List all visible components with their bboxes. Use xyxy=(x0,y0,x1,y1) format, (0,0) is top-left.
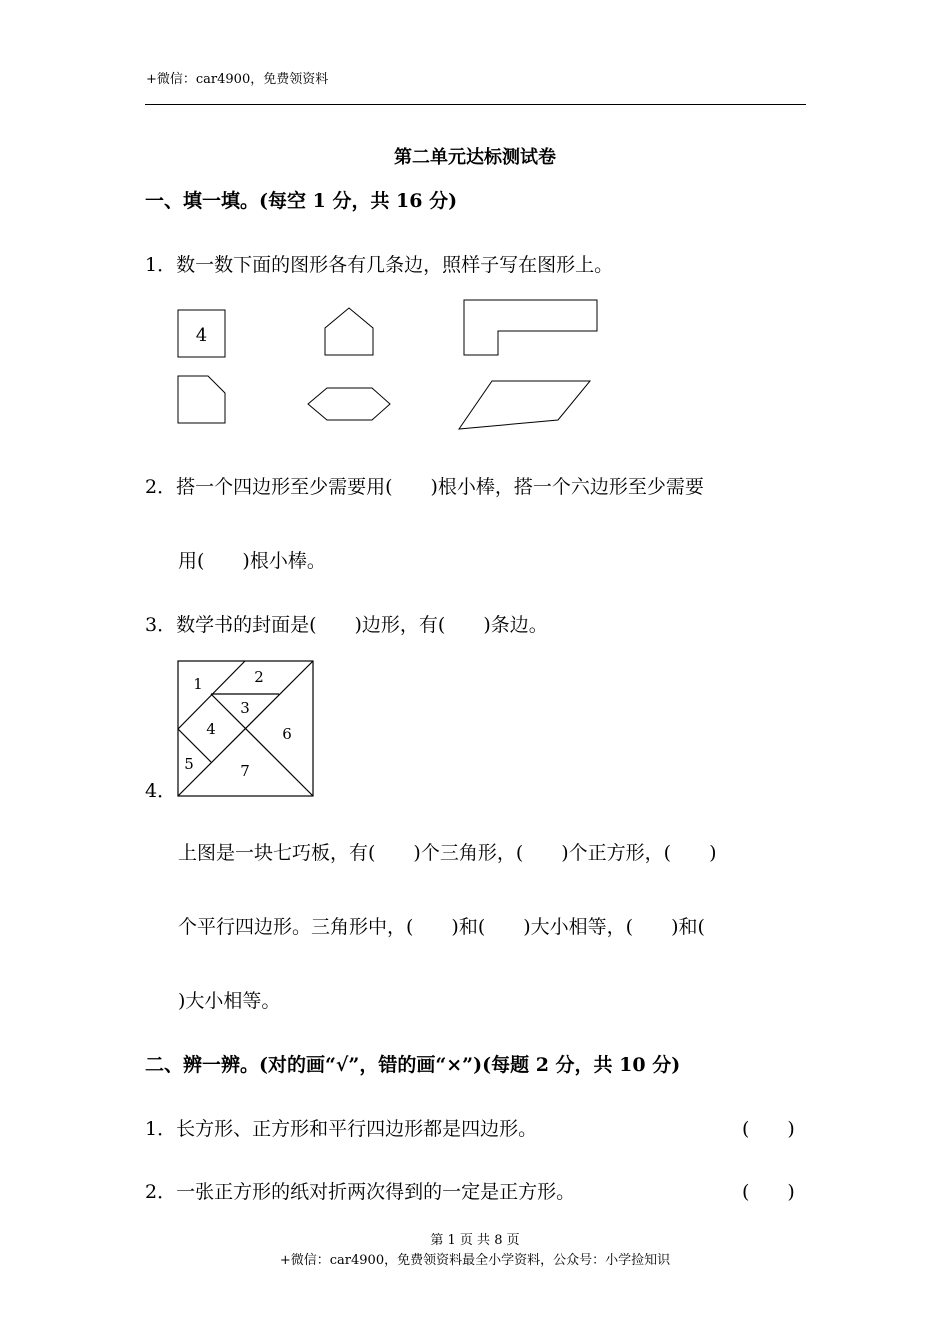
judge-answer-2[interactable]: ( ) xyxy=(742,1181,795,1203)
question-2-line1: 2．搭一个四边形至少需要用( )根小棒，搭一个六边形至少需要 xyxy=(145,476,704,498)
judge-item-1: 1．长方形、正方形和平行四边形都是四边形。 xyxy=(145,1118,538,1140)
square-edge-count: 4 xyxy=(195,325,208,346)
question-4-number: 4． xyxy=(145,780,177,802)
section2-heading: 二、辨一辨。(对的画“√”，错的画“×”)(每题 2 分，共 10 分) xyxy=(145,1054,681,1076)
question-4-line3: )大小相等。 xyxy=(178,990,281,1012)
question-3: 3．数学书的封面是( )边形，有( )条边。 xyxy=(145,614,548,636)
tangram-piece-3: 3 xyxy=(240,699,250,717)
section1-heading: 一、填一填。(每空 1 分，共 16 分) xyxy=(145,190,458,212)
page-number: 第 1 页 共 8 页 xyxy=(430,1233,520,1248)
judge-answer-1[interactable]: ( ) xyxy=(742,1118,795,1140)
tangram-piece-7: 7 xyxy=(240,762,250,780)
tangram-piece-4: 4 xyxy=(206,720,216,738)
tangram-piece-5: 5 xyxy=(184,755,194,773)
question-1: 1．数一数下面的图形各有几条边，照样子写在图形上。 xyxy=(145,254,614,276)
tangram-piece-2: 2 xyxy=(254,668,264,686)
question-2-line2: 用( )根小棒。 xyxy=(178,550,326,572)
footer-note: +微信：car4900，免费领资料最全小学资料，公众号：小学捡知识 xyxy=(279,1253,671,1268)
question-4-line1: 上图是一块七巧板，有( )个三角形，( )个正方形，( ) xyxy=(178,842,717,864)
judge-item-2: 2．一张正方形的纸对折两次得到的一定是正方形。 xyxy=(145,1181,576,1203)
question-4-line2: 个平行四边形。三角形中，( )和( )大小相等，( )和( xyxy=(178,916,705,938)
page-title: 第二单元达标测试卷 xyxy=(394,147,556,168)
tangram-piece-6: 6 xyxy=(282,725,292,743)
header-note: +微信：car4900，免费领资料 xyxy=(146,72,329,87)
tangram-piece-1: 1 xyxy=(193,675,203,693)
